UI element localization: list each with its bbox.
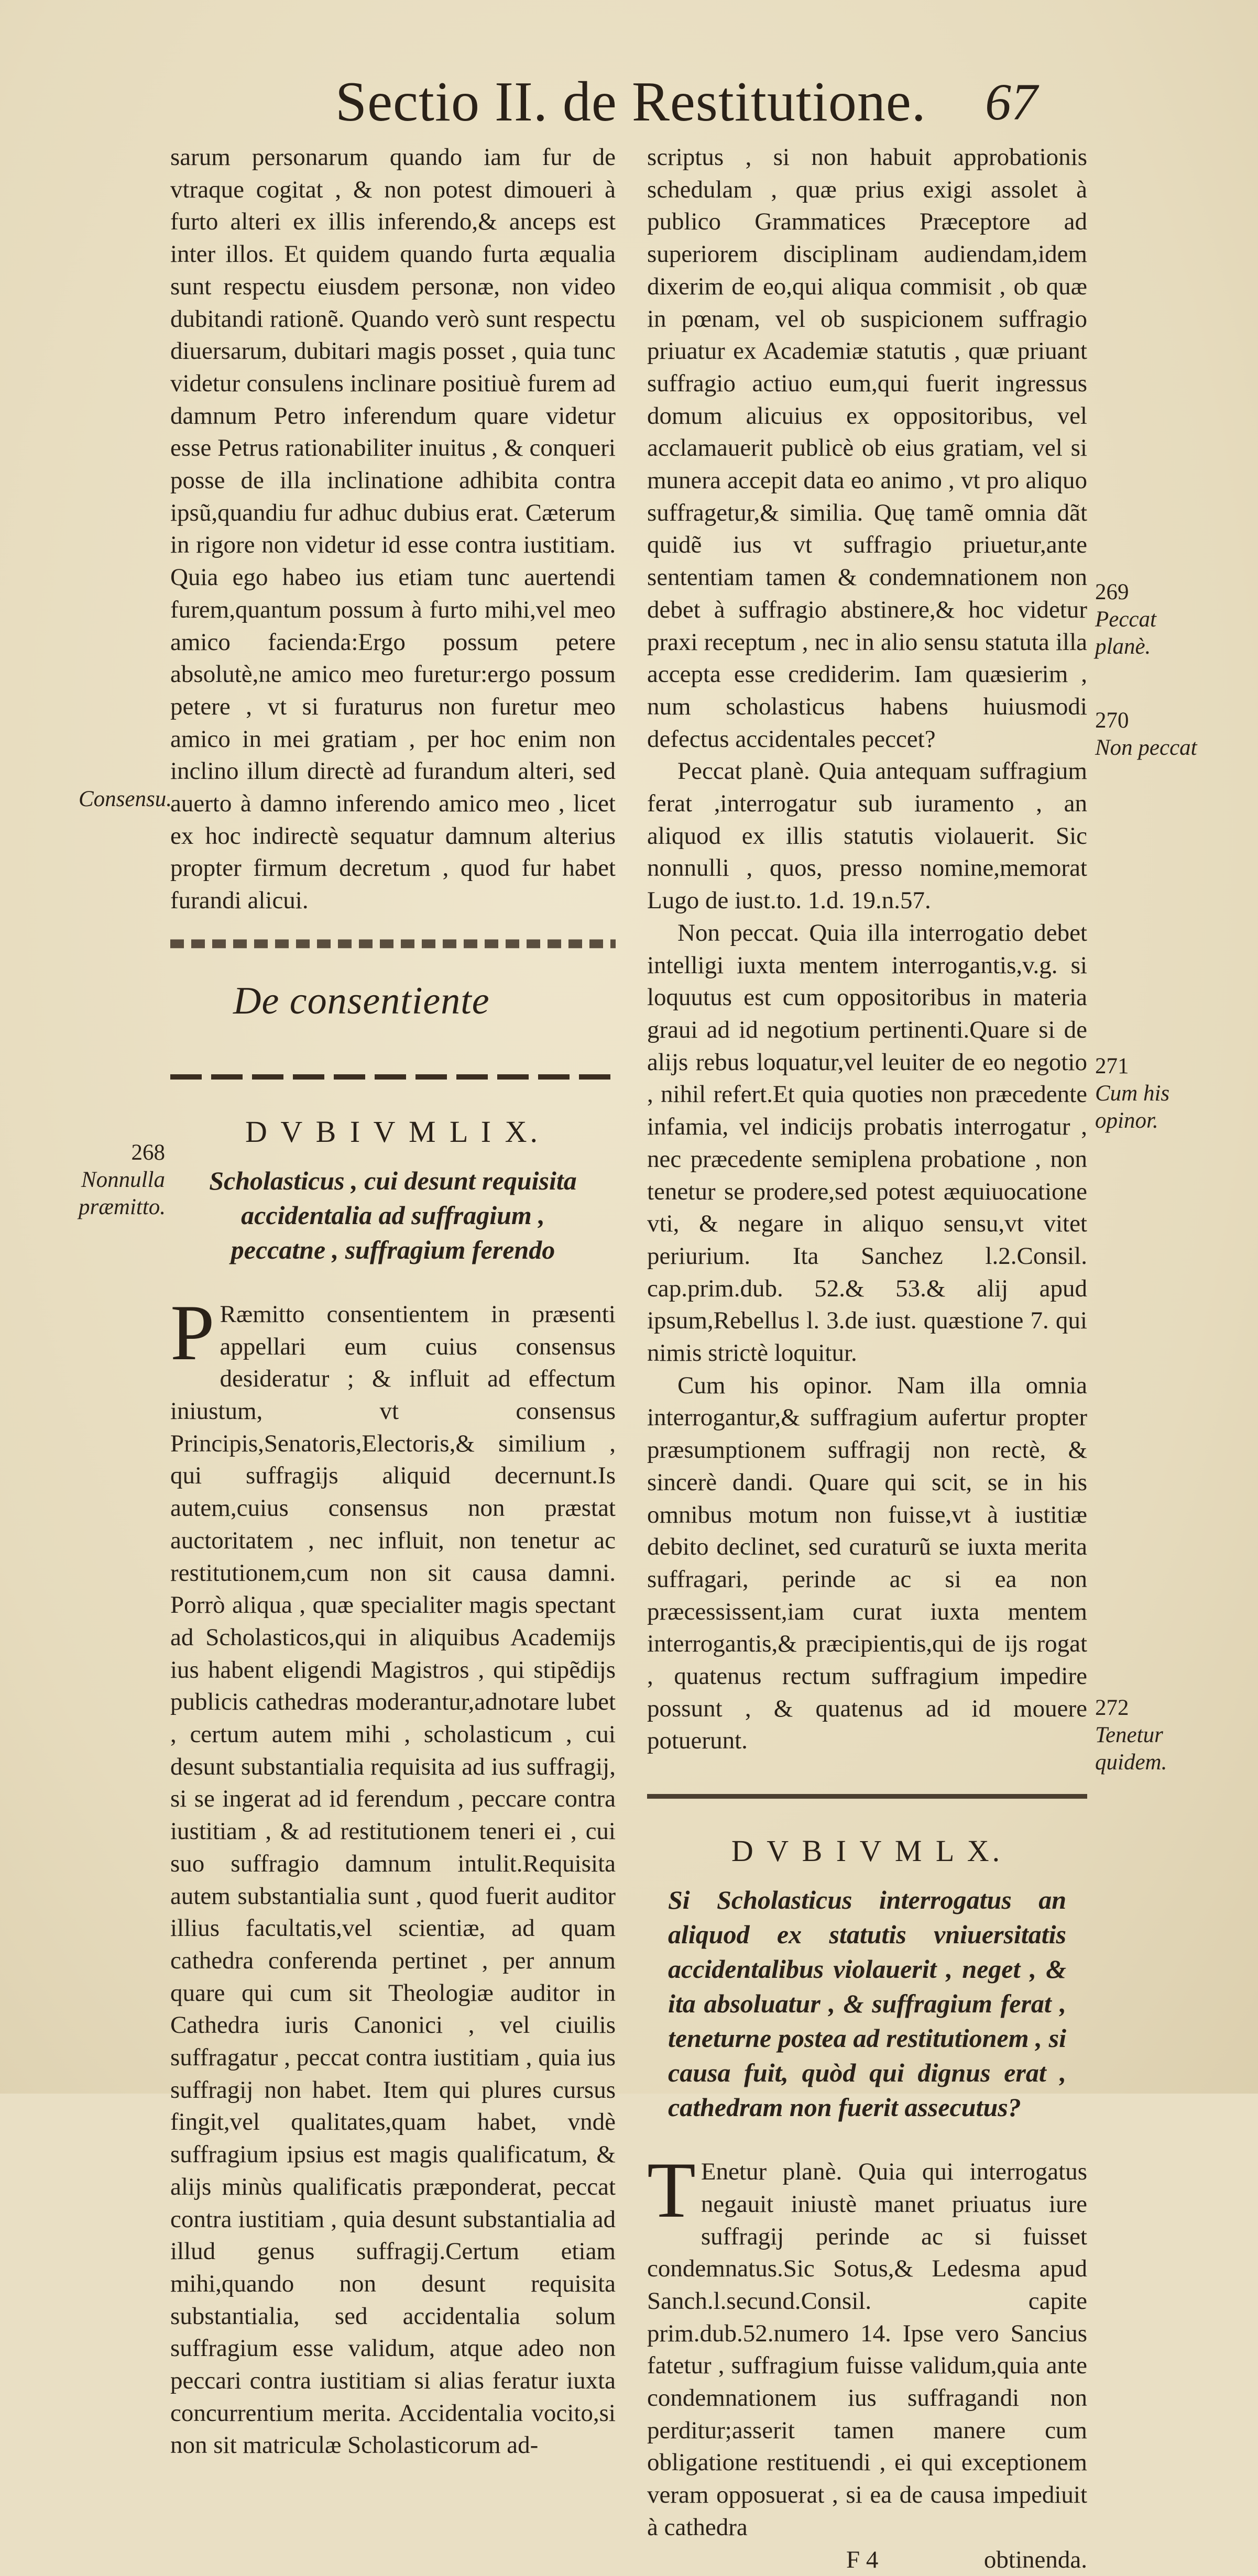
right-paragraph-2: Peccat planè. Quia antequam suffragium ferat ,interrogatur sub iuramento , an aliquod ex illis statutis violauerit. Sic nonnulli , quos, presso nomine,memorat Lugo de iust.to. 1.d. 19.n.57.	[647, 757, 1087, 915]
right-paragraph-1: scriptus , si non habuit approbationis schedulam , quæ prius exigi assolet à publico Grammatices Præceptore ad superiorem disciplinam audiendam,idem dixerim de eo,qui aliqua commisit , ob quæ in pœnam, vel ob suspicionem suffragio priuatur ex Academiæ statutis , quæ priuant suffragio actiuo eum,qui fuerit ingressus domum alicuius ex oppositoribus, vel acclamauerit publicè ob eius gratiam, vel si munera accepit data eo animo , vt pro aliquo suffragetur,& similia. Quę tamẽ omnia dãt quidẽ ius vt suffragio priuetur,ante sententiam tamen & condemnationem non debet à suffragio abstinere,& hoc videtur praxi receptum , nec in alio sensu statuta illa accepta esse crediderim. Iam quæsierim , num scholasticus habens huiusmodi defectus accidentales peccet?	[647, 144, 1087, 753]
left-paragraph-2-text: Ræmitto consentientem in præsenti appellari eum cuius consensus desideratur ; & influit ad effectum iniustum, vt consensus Principis,Senatoris,Electoris,& similium , qui suffragijs aliquid decernunt.Is autem,cuius consensus non præstat auctoritatem , nec influit, non tenetur ac restitutionem,cum non sit causa damni. Porrò aliqua , quæ specialiter magis spectant ad Scholasticos,qui in aliquibus Academijs ius habent eligendi Magistros , qui stipẽdijs publicis cathedras moderantur,adnotare lubet , certum autem mihi , scholasticum , cui desunt substantialia requisita ad ius suffragij, si se ingerat ad id ferendum , peccare contra iustitiam , & ad restitutionem teneri ei , cui suo suffragio damnum intulit.Requisita autem substantialia sunt , quod fuerit auditor illius facultatis,vel scientiæ, ad quam cathedra conferenda pertinet , per annum quare qui cum sit Theologiæ auditor in Cathedra iuris Canonici , vel ciuilis suffragatur , peccat contra iustitiam , quia ius suffragij non habet. Item qui plures cursus fingit,vel qualitates,quam habet, vndè suffragium ipsius est magis qualificatum, & alijs minùs qualificatis præponderat, peccat contra iustitiam , quia desunt substantialia ad illud genus suffragij.Certum etiam mihi,quando non desunt requisita substantialia, sed accidentalia solum suffragium esse validum, atque adeo non peccari contra iustitiam si alias feratur iuxta concurrentium merita. Accidentalia vocito,si non sit matriculæ Scholasticorum ad-	[170, 1300, 616, 2459]
dubium-heading: D V B I V M L I X.	[245, 1114, 541, 1149]
drop-cap: P	[170, 1288, 215, 1377]
margin-note-text: Tenetur quidem.	[1095, 1723, 1167, 1775]
left-paragraph-2	[170, 1288, 616, 2462]
margin-note-consensu	[79, 786, 172, 813]
right-column	[647, 141, 1087, 2576]
dashed-rule	[170, 1074, 616, 1080]
right-paragraph-3: Non peccat. Quia illa interrogatio debet intelligi iuxta mentem interrogantis,v.g. si loquutus est cum oppositoribus in materia graui ad id negotium pertinenti.Quare si de alijs rebus loquatur,vel leuiter de eo negotio , nihil refert.Et quia quoties non præcedente infamia, vel indicijs probatis interrogatur , nec præcedente semiplena probatione , non tenetur se prodere,sed potest æquiuocatione vti, & negare in aliquo sensu,vt vitet periurium. Ita Sanchez l.2.Consil. cap.prim.dub. 52.& 53.& alij apud ipsum,Rebellus l. 3.de iust. quæstione 7. qui nimis strictè loquitur.	[647, 919, 1087, 1367]
signature-mark: F 4	[846, 2546, 879, 2573]
dubium-heading: D V B I V M L X.	[731, 1834, 1003, 1868]
drop-cap: T	[647, 2146, 696, 2234]
margin-note-text: Cum his opinor.	[1095, 1081, 1170, 1133]
margin-note-268	[79, 1139, 165, 1221]
right-paragraph-5-text: Enetur planè. Quia qui interrogatus negauit iniustè manet priuatus iure suffragij perinde ac si fuisset condemnatus.Sic Sotus,& Ledesma apud Sanch.l.secund.Consil. capite prim.dub.52.numero 14. Ipse vero Sancius fatetur , suffragium fuisse validum,quia ante condemnationem ius suffragandi non perditur;asserit tamen manere cum obligatione restituendi , ei qui exceptionem veram opposuerat , si ea de causa impediuit à cathedra	[647, 2158, 1087, 2541]
right-paragraph-5	[647, 2146, 1087, 2544]
margin-note-number: 269	[1095, 580, 1129, 604]
solid-rule	[647, 1794, 1087, 1799]
margin-note-number: 268	[131, 1140, 165, 1165]
catchword: obtinenda.	[983, 2546, 1087, 2573]
left-column	[170, 141, 616, 2462]
question-heading: Si Scholasticus interrogatus an aliquod ex statutis vniuersitatis accidentalibus violauerit , neget , & ita absoluatur , & suffragium ferat , teneturne postea ad restitutionem , si causa fuit, quòd qui dignus erat , cathedram non fuerit assecutus?	[668, 1885, 1066, 2122]
margin-note-text: Consensu.	[79, 787, 172, 811]
margin-note-number: 271	[1095, 1054, 1129, 1078]
margin-note-269	[1095, 579, 1216, 660]
margin-note-number: 272	[1095, 1696, 1129, 1720]
margin-note-271	[1095, 1053, 1216, 1135]
margin-note-272	[1095, 1694, 1216, 1776]
signature-line	[647, 2544, 1087, 2576]
section-heading: De consentiente	[233, 979, 490, 1022]
left-paragraph-1: sarum personarum quando iam fur de vtraque cogitat , & non potest dimoueri à furto alteri ex illis inferendo,& anceps est inter illos. Et quidem quando furta æqualia sunt respectu eiusdem personæ, non video dubitandi rationẽ. Quando verò sunt respectu diuersarum, dubitari magis posset , quia tunc videtur consulens inclinare positiuè furem ad damnum Petro inferendum quare videtur esse Petrus rationabiliter inuitus , & conqueri posse de illa inclinatione adhibita contra ipsũ,quandiu fur adhuc dubius erat. Cæterum in rigore non videtur id esse contra iustitiam. Quia ego habeo ius etiam tunc auertendi furem,quantum possum à furto mihi,vel meo amico facienda:Ergo possum petere absolutè,ne amico meo furetur:ergo possum petere , vt si furaturus non furetur meo amico in mei gratiam , per hoc enim non inclino illum directè ad furandum alteri, sed auerto à damno inferendo amico meo , licet ex hoc indirectè sequatur damnum alterius propter firmum decretum , quod fur habet furandi alicui.	[170, 144, 616, 915]
margin-note-text: Peccat planè.	[1095, 607, 1156, 659]
running-head	[335, 68, 1121, 136]
right-paragraph-4: Cum his opinor. Nam illa omnia interrogantur,& suffragium aufertur propter præsumptionem suffragij non rectè, & sincerè dandi. Quare qui scit, se in his omnibus motum non fuisse,vt à iustitiæ debito declinet, sed curaturũ se iuxta merita suffragari, perinde ac si ea non præcessissent,iam curat iuxta mentem interrogantis,& præcipientis,qui de ijs rogat , quatenus rectum suffragium impedire possunt , & quatenus ad id mouere potuerunt.	[647, 1371, 1087, 1755]
running-title: Sectio II. de Restitutione.	[335, 71, 926, 133]
margin-note-270	[1095, 707, 1216, 762]
margin-note-number: 270	[1095, 708, 1129, 733]
margin-note-text: Nonnulla præmitto.	[79, 1168, 166, 1219]
page-number: 67	[985, 73, 1037, 131]
question-heading: Scholasticus , cui desunt requisita accidentalia ad suffragium , peccatne , suffragium ferendo	[209, 1165, 577, 1264]
margin-note-text: Non peccat	[1095, 735, 1197, 760]
ornament-rule	[170, 933, 616, 955]
